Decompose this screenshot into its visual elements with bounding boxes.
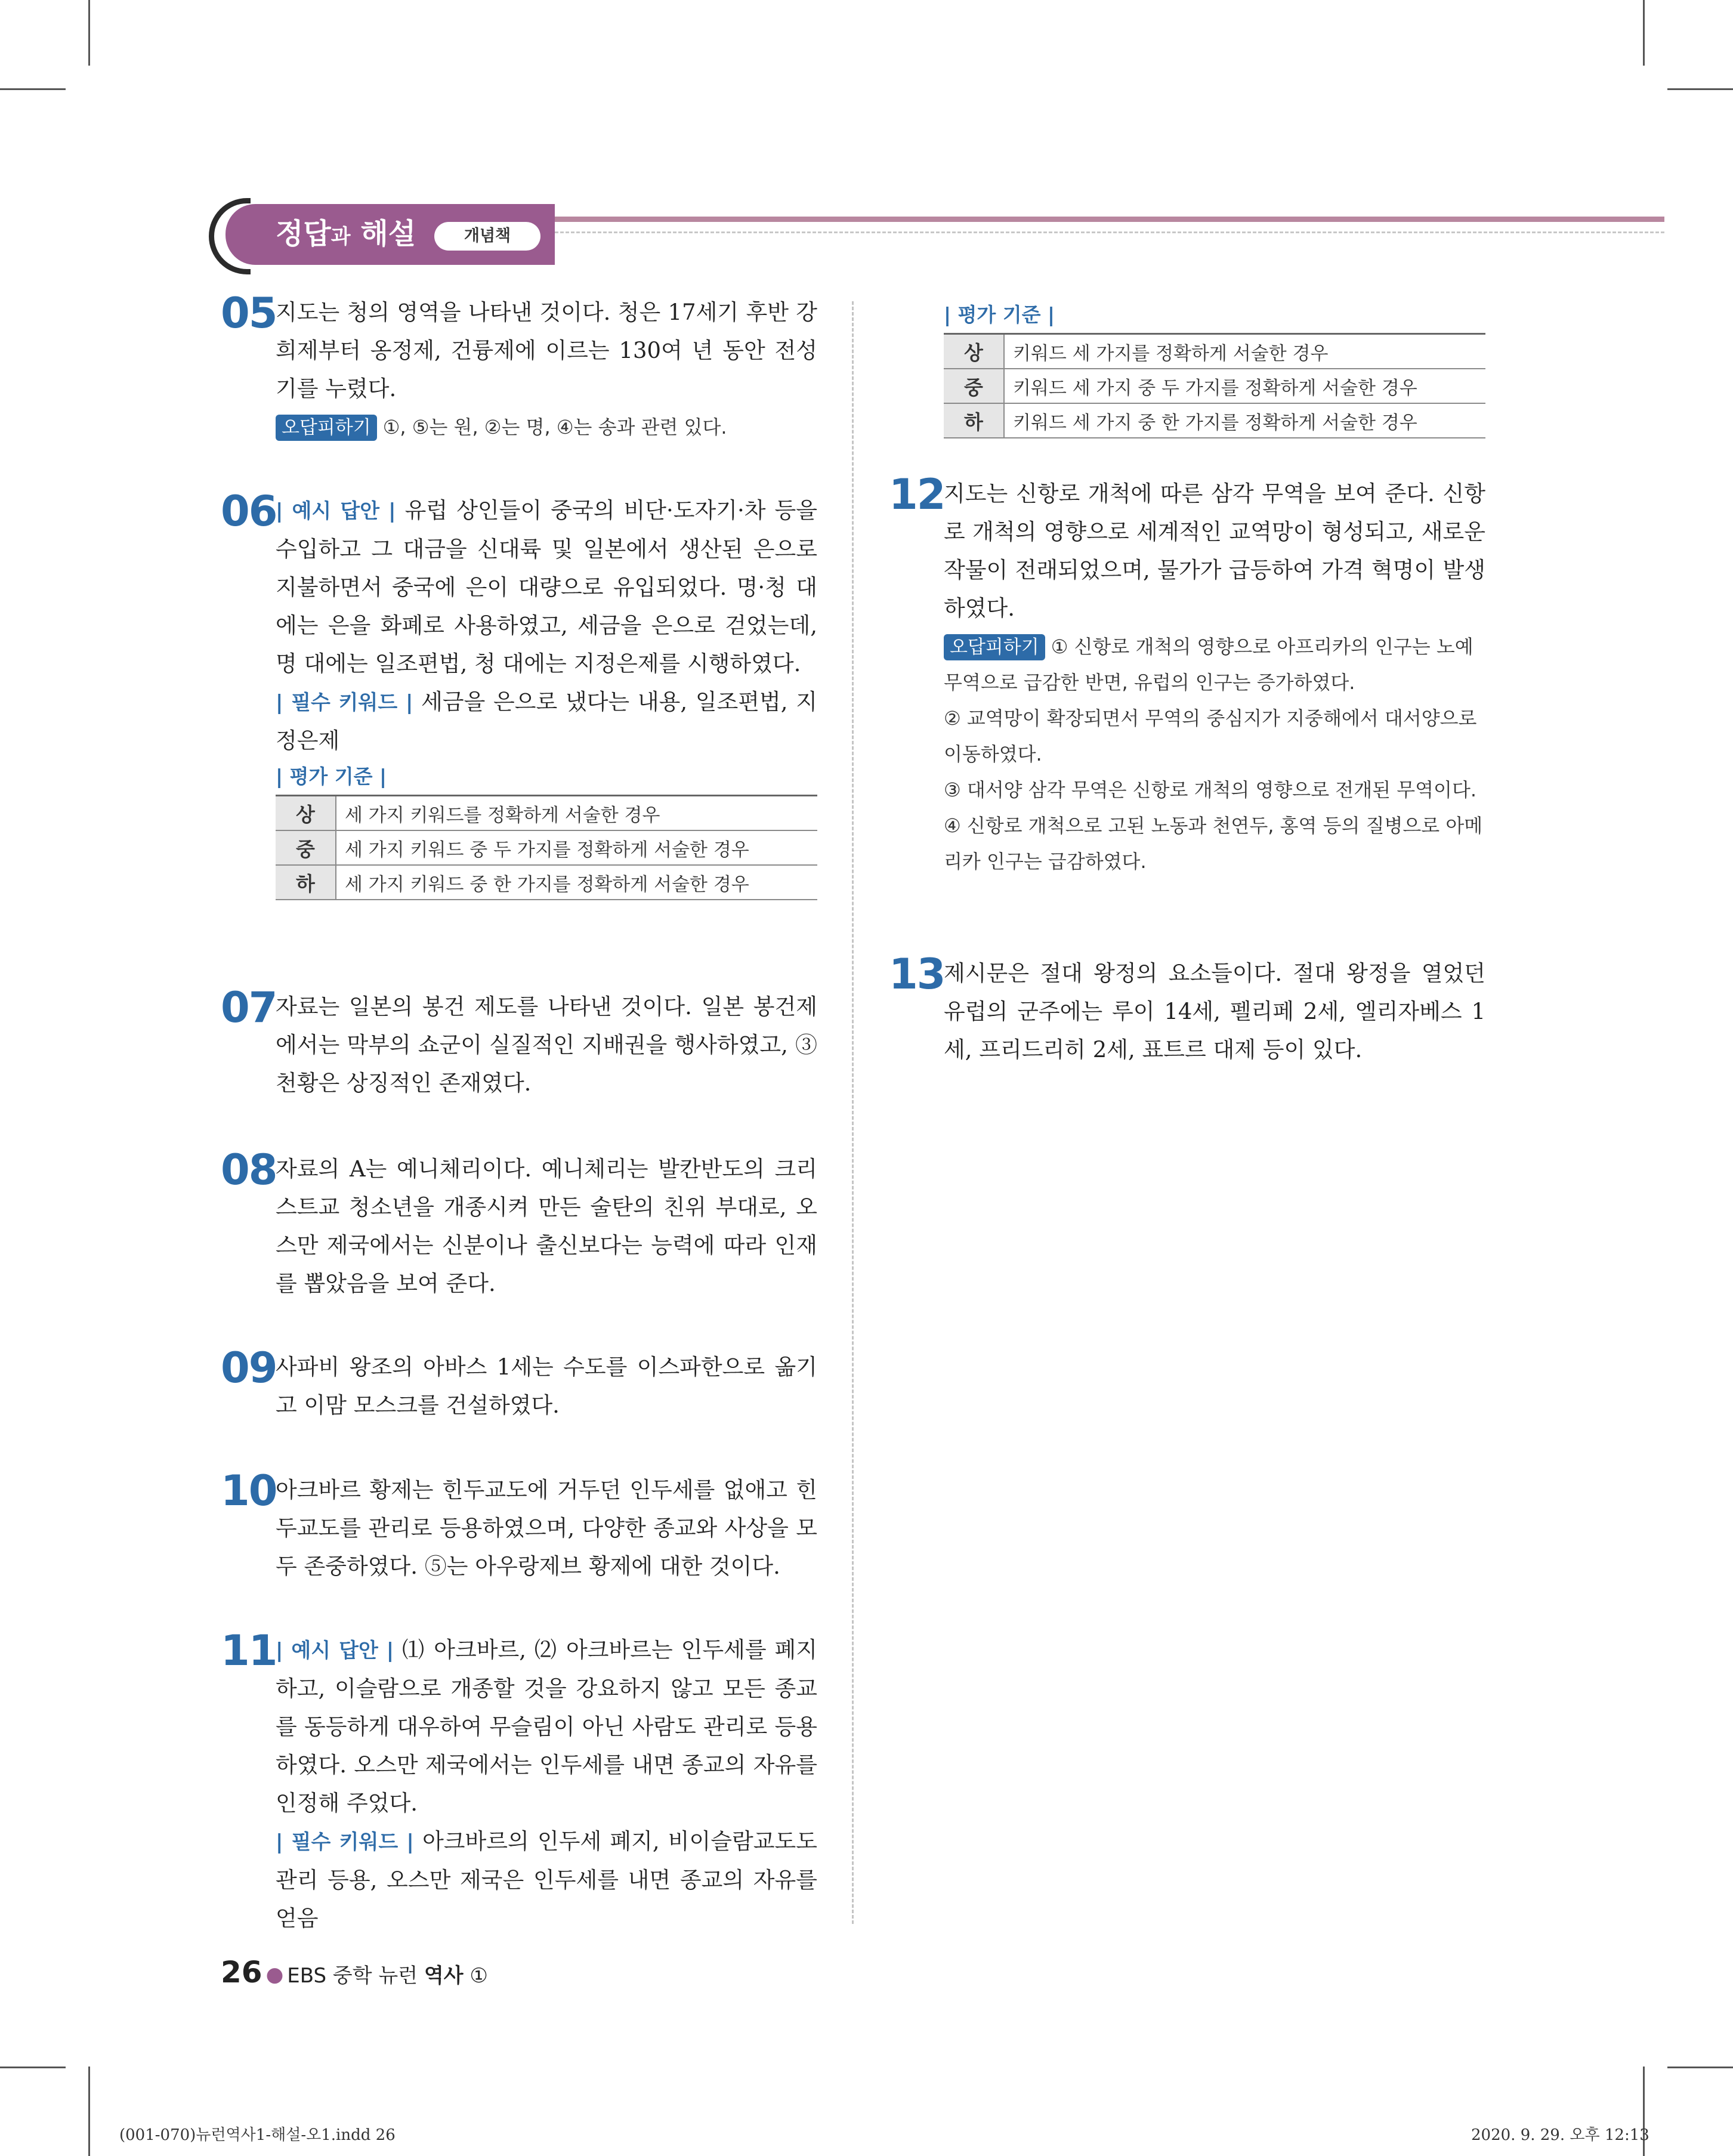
question-number: 09 [221, 1343, 277, 1392]
criteria-table [276, 795, 817, 900]
crop-mark [1667, 88, 1733, 90]
criteria-row: 상 키워드 세 가지를 정확하게 서술한 경우 [944, 334, 1485, 369]
answer-text: 자료는 일본의 봉건 제도를 나타낸 것이다. 일본 봉건제에서는 막부의 쇼군이 실질적인 지배권을 행사하였고, ③ 천황은 상징적인 존재였다. [276, 994, 817, 1096]
note-text: ①, ⑤는 원, ②는 명, ④는 송과 관련 있다. [382, 416, 727, 438]
note-text: ① 신항로 개척의 영향으로 아프리카의 인구는 노예 무역으로 급감한 반면, 유럽의 인구는 증가하였다. [944, 635, 1473, 694]
bullet-icon: ● [265, 1962, 284, 1987]
question-number: 12 [889, 470, 945, 519]
answer-text: 지도는 청의 영역을 나타낸 것이다. 청은 17세기 후반 강희제부터 옹정제, 건륭제에 이르는 130여 년 동안 전성기를 누렸다. [276, 299, 817, 401]
criteria-label: | 평가 기준 | [944, 303, 1055, 326]
question-number: 08 [221, 1145, 277, 1194]
question-number: 07 [221, 983, 277, 1032]
section-badge: 개념책 [434, 222, 540, 251]
crop-mark [88, 0, 90, 66]
example-answer-label: | 예시 답안 | [276, 499, 396, 523]
keyword-text: 아크바르의 인두세 폐지, 비이슬람교도도 관리 등용, 오스만 제국은 인두세를 내면 종교의 자유를 얻음 [276, 1828, 817, 1931]
question-number: 06 [221, 487, 277, 536]
question-number: 11 [221, 1626, 277, 1675]
criteria-row: 상 세 가지 키워드를 정확하게 서술한 경우 [276, 796, 817, 831]
page-number: 26 [221, 1955, 262, 1990]
question-number: 10 [221, 1466, 277, 1515]
criteria-row: 중 세 가지 키워드 중 두 가지를 정확하게 서술한 경우 [276, 830, 817, 865]
section-header-bracket [209, 198, 251, 274]
question-number: 13 [889, 950, 945, 999]
criteria-row: 하 세 가지 키워드 중 한 가지를 정확하게 서술한 경우 [276, 865, 817, 900]
note-text: ② 교역망이 확장되면서 무역의 중심지가 지중해에서 대서양으로 이동하였다. [944, 707, 1477, 765]
criteria-table [944, 333, 1485, 438]
criteria-label: | 평가 기준 | [276, 765, 387, 788]
crop-mark [0, 88, 66, 90]
answer-text: 지도는 신항로 개척에 따른 삼각 무역을 보여 준다. 신항로 개척의 영향으로 세계적인 교역망이 형성되고, 새로운 작물이 전래되었으며, 물가가 급등하여 가격 혁명이 발생하였다. [944, 481, 1485, 621]
answer-text: 사파비 왕조의 아바스 1세는 수도를 이스파한으로 옮기고 이맘 모스크를 건설하였다. [276, 1354, 817, 1418]
criteria-row: 중 키워드 세 가지 중 두 가지를 정확하게 서술한 경우 [944, 369, 1485, 403]
keyword-label: | 필수 키워드 | [276, 691, 413, 715]
book-title: EBS 중학 뉴런 역사 ① [287, 1964, 488, 1988]
answer-text: 자료의 A는 예니체리이다. 예니체리는 발칸반도의 크리스트교 청소년을 개종시켜 만든 술탄의 친위 부대로, 오스만 제국에서는 신분이나 출신보다는 능력에 따라 인재를 뽑았음을 보여 준다. [276, 1156, 817, 1296]
note-label: 오답피하기 [276, 415, 377, 441]
page-footer [221, 1954, 488, 1994]
answer-text: 아크바르 황제는 힌두교도에 거두던 인두세를 없애고 힌두교도를 관리로 등용하였으며, 다양한 종교와 사상을 모두 존중하였다. ⑤는 아우랑제브 황제에 대한 것이다. [276, 1477, 817, 1579]
print-slug-file: (001-070)뉴런역사1-해설-오1.indd 26 [119, 2126, 396, 2144]
note-text: ③ 대서양 삼각 무역은 신항로 개척의 영향으로 전개된 무역이다. [944, 779, 1477, 801]
example-answer-label: | 예시 답안 | [276, 1639, 394, 1663]
question-number: 05 [221, 289, 277, 338]
answer-text: 제시문은 절대 왕정의 요소들이다. 절대 왕정을 열었던 유럽의 군주에는 루이 14세, 펠리페 2세, 엘리자베스 1세, 프리드리히 2세, 표트르 대제 등이 있다. [944, 960, 1485, 1062]
section-title: 정답과 해설 [276, 217, 416, 251]
print-slug-date: 2020. 9. 29. 오후 12:13 [1471, 2126, 1649, 2144]
example-answer-text: 유럽 상인들이 중국의 비단·도자기·차 등을 수입하고 그 대금을 신대륙 및 일본에서 생산된 은으로 지불하면서 중국에 은이 대량으로 유입되었다. 명·청 대에는 은을 화폐로 사용하였고, 세금을 은으로 걷었는데, 명 대에는 일조편법, 청 대에는 지정은제를 시행하였다. [276, 498, 817, 677]
crop-mark [88, 2067, 90, 2156]
keyword-label: | 필수 키워드 | [276, 1830, 414, 1854]
crop-mark [1643, 0, 1645, 66]
example-answer-text: ⑴ 아크바르, ⑵ 아크바르는 인두세를 폐지하고, 이슬람으로 개종할 것을 강요하지 않고 모든 종교를 동등하게 대우하여 무슬림이 아닌 사람도 관리로 등용하였다. 오스만 제국에서는 인두세를 내면 종교의 자유를 인정해 주었다. [276, 1637, 817, 1816]
crop-mark [0, 2067, 66, 2068]
header-dashed-rule [555, 231, 1664, 233]
note-text: ④ 신항로 개척으로 고된 노동과 천연두, 홍역 등의 질병으로 아메리카 인구는 급감하였다. [944, 814, 1483, 873]
crop-mark [1667, 2067, 1733, 2068]
keyword-text: 세금을 은으로 냈다는 내용, 일조편법, 지정은제 [276, 689, 817, 753]
criteria-row: 하 키워드 세 가지 중 한 가지를 정확하게 서술한 경우 [944, 403, 1485, 438]
note-label: 오답피하기 [944, 634, 1045, 660]
question-11-criteria [944, 298, 1487, 438]
column-divider [852, 301, 854, 1924]
header-rule [555, 217, 1664, 222]
